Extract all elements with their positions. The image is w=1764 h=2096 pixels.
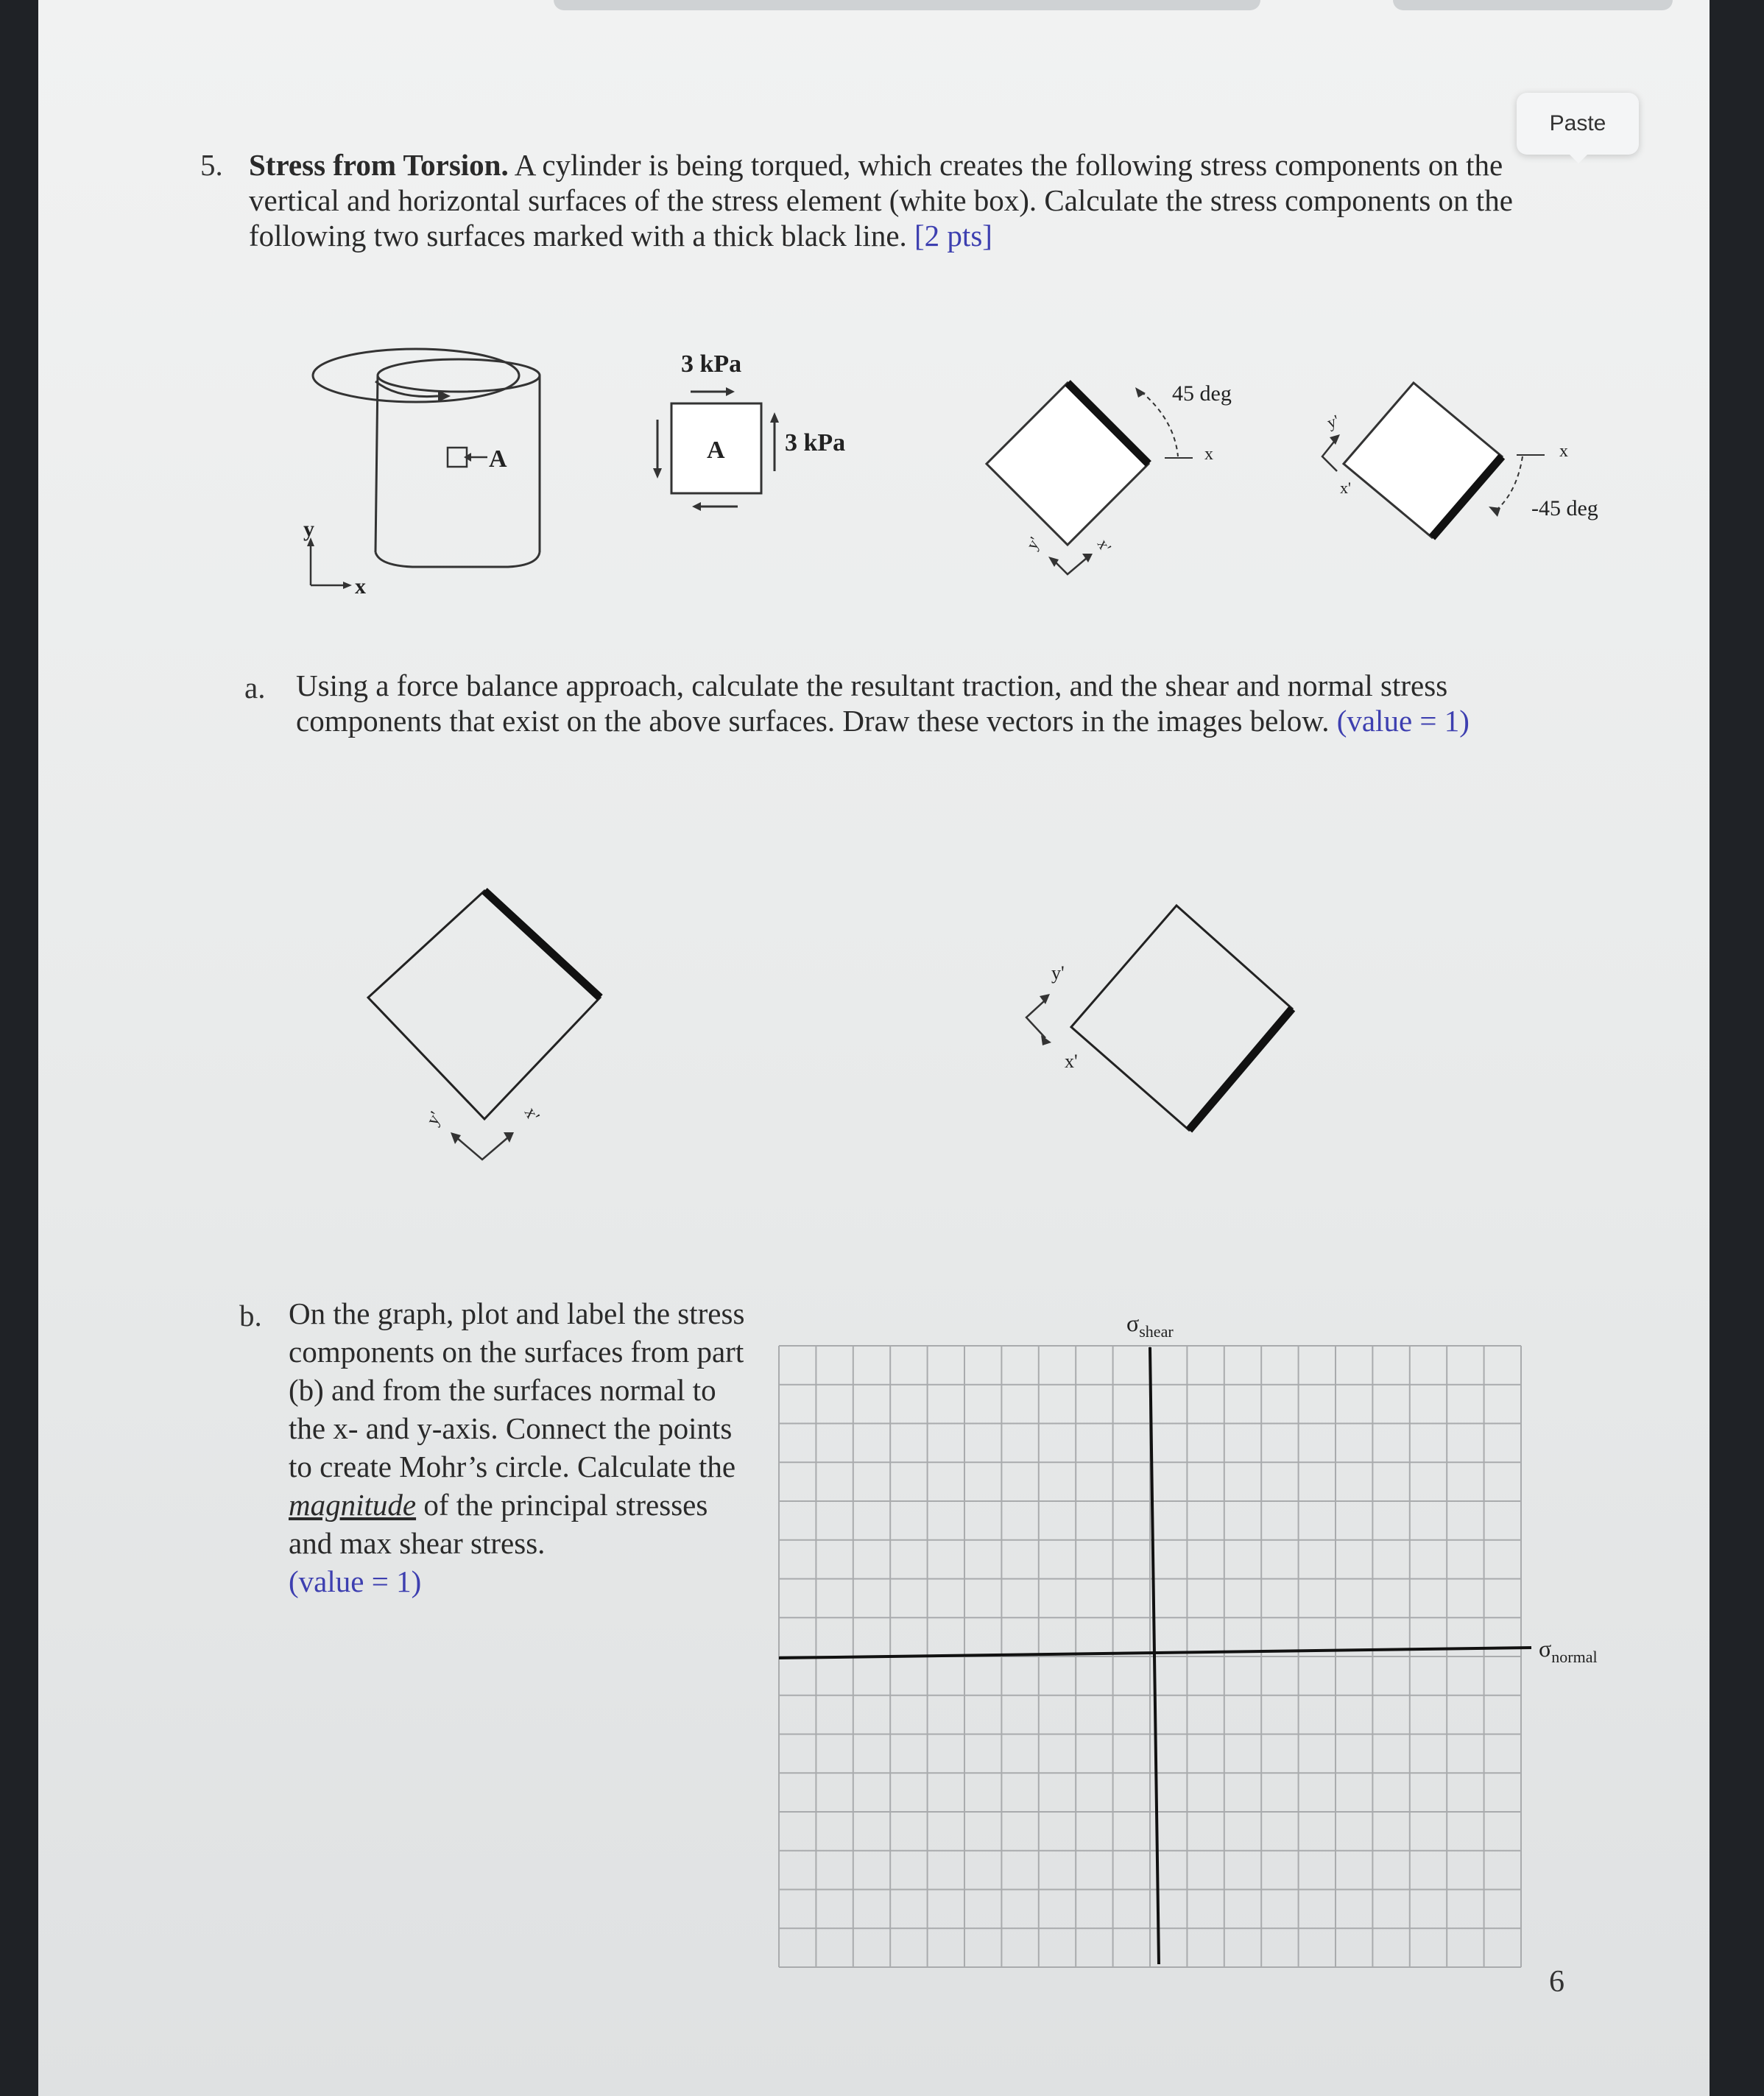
shear-axis-label: $\sigma_{shear}$ <box>1126 1310 1174 1341</box>
question-text <box>249 147 1515 253</box>
answer2-axis-x: x' <box>1065 1051 1078 1072</box>
answer-axis-y: y' <box>423 1108 446 1129</box>
mohr-graph[interactable] <box>766 1296 1634 1973</box>
question-title: Stress from Torsion. <box>249 148 509 182</box>
paste-button[interactable]: Paste <box>1517 93 1639 155</box>
element-label: A <box>707 437 725 464</box>
answer-axis-x: x' <box>520 1104 543 1125</box>
normal-axis-label: $\sigma_{normal}$ <box>1539 1635 1598 1666</box>
stress-right-label: 3 kPa <box>785 429 846 456</box>
rot-axis-x-label: x' <box>1093 536 1115 555</box>
stress-top-label: 3 kPa <box>681 350 742 378</box>
part-b-label: b. <box>239 1299 262 1333</box>
angle-neg-label: -45 deg <box>1531 496 1598 521</box>
part-a-label: a. <box>244 671 266 705</box>
angle-axis-x: x <box>1204 445 1213 464</box>
rotated-element-neg45 <box>1296 361 1605 567</box>
answer-element-neg45[interactable] <box>1009 891 1318 1141</box>
angle-pos-label: 45 deg <box>1172 381 1232 406</box>
rotated-element-pos45 <box>972 361 1296 596</box>
part-b-body-1: On the graph, plot and label the stress components on the surfaces from part (b) and from the surfaces normal to the x- and y-axis. Connect the points to create Mohr’s circle. Calculate the <box>289 1296 745 1483</box>
answer-marked-surface-2 <box>1189 1009 1292 1130</box>
neg-rot-axis-x: x' <box>1340 479 1351 497</box>
cylinder-point-label: A <box>489 445 507 473</box>
part-b-emphasis: magnitude <box>289 1488 417 1522</box>
question-number: 5. <box>200 148 223 182</box>
stress-element-diagram <box>641 339 869 530</box>
axis-y-label: y <box>303 517 314 541</box>
page-number: 6 <box>1549 1965 1564 1999</box>
toolbar-strip <box>554 0 1260 10</box>
cylinder-diagram <box>287 331 567 611</box>
question-points: [2 pts] <box>914 219 992 253</box>
part-b-value: (value = 1) <box>289 1564 422 1598</box>
part-b-body-2: of the principal stresses and max shear stress. <box>289 1488 708 1560</box>
part-a-text <box>296 668 1577 738</box>
answer-marked-surface <box>484 891 600 998</box>
toolbar-strip-right <box>1393 0 1673 10</box>
part-a-body: Using a force balance approach, calculate the resultant traction, and the shear and normal stress components that exist on the above surfaces. Draw these vectors in the images below. <box>296 668 1448 738</box>
neg-axis-x: x <box>1559 442 1568 461</box>
part-b-text <box>289 1294 745 1601</box>
part-a-value: (value = 1) <box>1336 704 1470 738</box>
axis-x-label: x <box>355 574 366 599</box>
answer-element-pos45[interactable] <box>353 876 633 1185</box>
neg-rot-axis-y: y' <box>1324 411 1341 432</box>
question-body: A cylinder is being torqued, which creates the following stress components on the vertical and horizontal surfaces of the stress element (white box). Calculate the stress components on the following two surfaces marked with a thick black line. <box>249 148 1513 253</box>
rot-axis-y-label: y' <box>1022 534 1044 553</box>
answer2-axis-y: y' <box>1051 962 1065 984</box>
